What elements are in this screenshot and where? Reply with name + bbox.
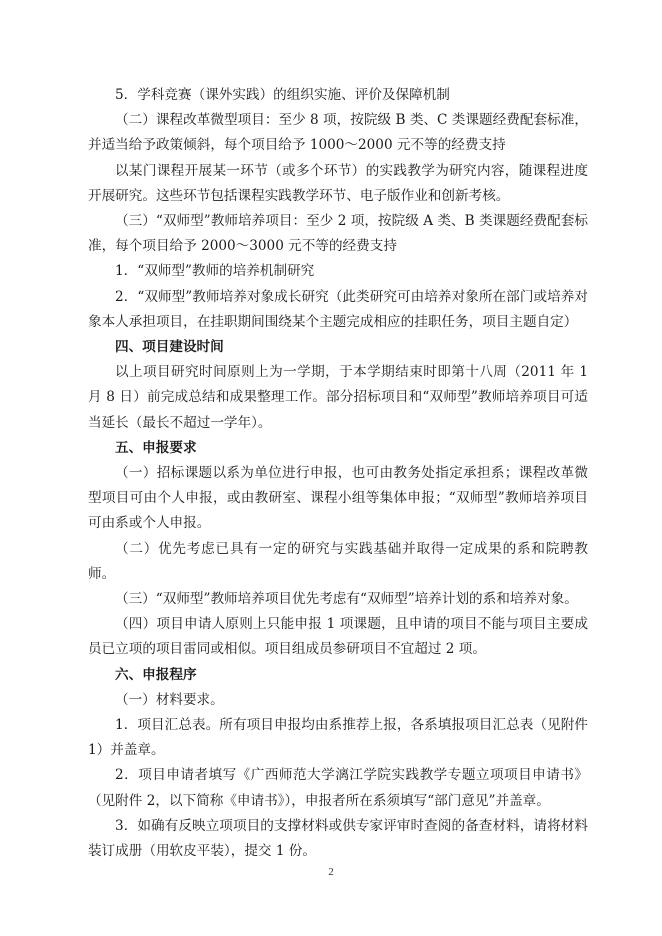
paragraph: 2．项目申请者填写《广西师范大学漓江学院实践教学专题立项项目申请书》（见附件 2，以下简称《申请书》），申报者所在系须填写“部门意见”并盖章。	[88, 767, 588, 809]
section-heading: 六、申报程序	[115, 666, 197, 683]
paragraph: （二）优先考虑已具有一定的研究与实践基础并取得一定成果的系和院聘教师。	[88, 540, 588, 582]
paragraph: 3．如确有反映立项项目的支撑材料或供专家评审时查阅的备查材料，请将材料装订成册（用软皮平装），提交 1 份。	[88, 817, 588, 860]
page-number: 2	[328, 866, 334, 878]
paragraph: 2．“双师型”教师培养对象成长研究（此类研究可由培养对象所在部门或培养对象本人承担项目，在挂职期间围绕某个主题完成相应的挂职任务，项目主题自定）	[88, 288, 588, 330]
paragraph: 以上项目研究时间原则上为一学期，于本学期结束时即第十八周（2011 年 1 月 8 日）前完成总结和成果整理工作。部分招标项目和“双师型”教师培养项目可适当延长（最长不超过一学年）。	[88, 364, 588, 431]
paragraph: （三）“双师型”教师培养项目：至少 2 项，按院级 A 类、B 类课题经费配套标准，每个项目给予 2000～3000 元不等的经费支持	[88, 213, 588, 255]
paragraph: （一）招标课题以系为单位进行申报，也可由教务处指定承担系；课程改革微型项目可由个人申报，或由教研室、课程小组等集体申报；“双师型”教师培养项目可由系或个人申报。	[88, 465, 588, 532]
paragraph: （四）项目申请人原则上只能申报 1 项课题，且申请的项目不能与项目主要成员已立项的项目雷同或相似。项目组成员参研项目不宜超过 2 项。	[88, 616, 588, 658]
paragraph: （三）“双师型”教师培养项目优先考虑有“双师型”培养计划的系和培养对象。	[115, 591, 578, 608]
paragraph: （二）课程改革微型项目：至少 8 项，按院级 B 类、C 类课题经费配套标准，并适当给予政策倾斜，每个项目给予 1000～2000 元不等的经费支持	[88, 112, 588, 154]
document-page	[88, 83, 588, 864]
paragraph: （一）材料要求。	[115, 691, 224, 708]
paragraph: 5．学科竞赛（课外实践）的组织实施、评价及保障机制	[115, 87, 450, 103]
section-heading: 五、申报要求	[115, 439, 197, 456]
section-heading: 四、项目建设时间	[115, 339, 224, 356]
paragraph: 以某门课程开展某一环节（或多个环节）的实践教学为研究内容，随课程进度开展研究。这些环节包括课程实践教学环节、电子版作业和创新考核。	[88, 162, 588, 204]
paragraph: 1．“双师型”教师的培养机制研究	[115, 263, 315, 280]
paragraph: 1．项目汇总表。所有项目申报均由系推荐上报，各系填报项目汇总表（见附件 1）并盖章。	[88, 717, 588, 759]
